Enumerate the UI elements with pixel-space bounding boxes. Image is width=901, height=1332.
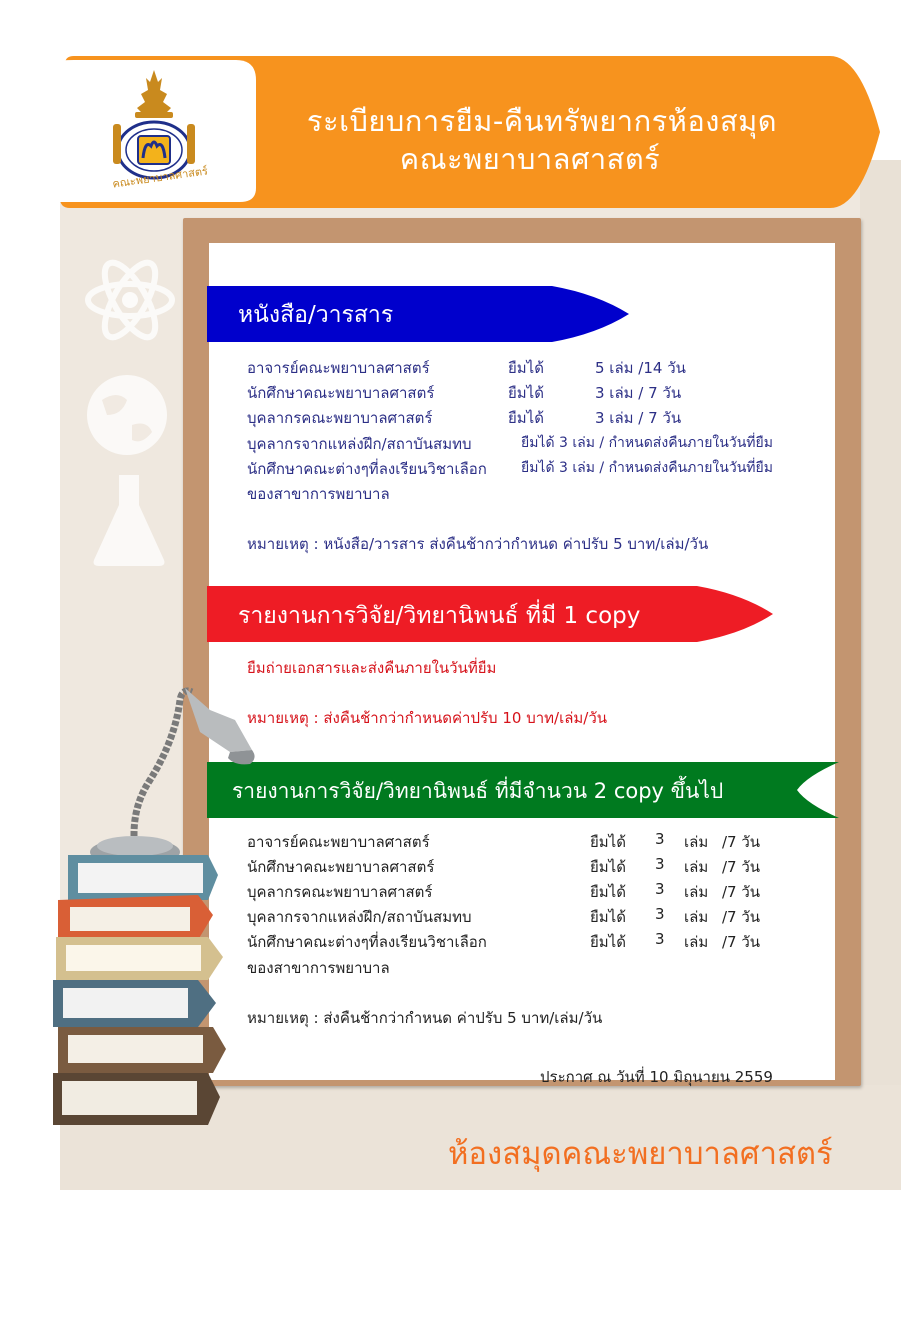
research-2-row-2-days: /7 วัน	[722, 858, 761, 876]
research-2-row-4-num: 3	[655, 905, 665, 923]
books-row-2-qty: 3 เล่ม / 7 วัน	[595, 384, 682, 402]
research-2-note: หมายเหตุ : ส่งคืนช้ากว่ากำหนด ค่าปรับ 5 บาท/เล่ม/วัน	[247, 1009, 603, 1027]
page-title-line-2: คณะพยาบาลศาสตร์	[399, 142, 661, 176]
research-2-row-1-can: ยืมได้	[590, 833, 626, 851]
research-1-rule: ยืมถ่ายเอกสารและส่งคืนภายในวันที่ยืม	[247, 659, 497, 677]
research-2-row-2-num: 3	[655, 855, 665, 873]
research-2-row-2-who: นักศึกษาคณะพยาบาลศาสตร์	[247, 858, 435, 876]
announcement-date: ประกาศ ณ วันที่ 10 มิถุนายน 2559	[540, 1068, 773, 1086]
books-heading: หนังสือ/วารสาร	[238, 302, 394, 328]
research-2-row-1-num: 3	[655, 830, 665, 848]
books-row-4-who: บุคลากรจากแหล่งฝึก/สถาบันสมทบ	[247, 435, 472, 453]
research-2-row-2-can: ยืมได้	[590, 858, 626, 876]
research-1-heading: รายงานการวิจัย/วิทยานิพนธ์ ที่มี 1 copy	[238, 603, 641, 629]
research-2-row-4-unit: เล่ม	[684, 908, 709, 926]
books-row-2-who: นักศึกษาคณะพยาบาลศาสตร์	[247, 384, 435, 402]
research-2-row-1-days: /7 วัน	[722, 833, 761, 851]
books-note: หมายเหตุ : หนังสือ/วารสาร ส่งคืนช้ากว่ากำหนด ค่าปรับ 5 บาท/เล่ม/วัน	[247, 535, 709, 553]
books-row-3-can: ยืมได้	[508, 409, 544, 427]
books-row-1-who: อาจารย์คณะพยาบาลศาสตร์	[247, 359, 430, 377]
flask-icon	[84, 470, 174, 570]
books-row-5-who: นักศึกษาคณะต่างๆที่ลงเรียนวิชาเลือก	[247, 460, 487, 478]
research-2-row-5-unit: เล่ม	[684, 933, 709, 951]
book-stack-illustration	[48, 845, 233, 1130]
research-2-row-2-unit: เล่ม	[684, 858, 709, 876]
books-row-3-who: บุคลากรคณะพยาบาลศาสตร์	[247, 409, 433, 427]
books-row-4-can: ยืมได้ 3 เล่ม / กำหนดส่งคืนภายในวันที่ยืม	[521, 435, 773, 451]
research-2-row-3-unit: เล่ม	[684, 883, 709, 901]
research-2-row-1-unit: เล่ม	[684, 833, 709, 851]
background-wall	[860, 160, 901, 1190]
books-row-5-can: ยืมได้ 3 เล่ม / กำหนดส่งคืนภายในวันที่ยืม	[521, 460, 773, 476]
research-2-row-3-num: 3	[655, 880, 665, 898]
books-row-3-qty: 3 เล่ม / 7 วัน	[595, 409, 682, 427]
research-2-row-4-can: ยืมได้	[590, 908, 626, 926]
research-2-row-3-who: บุคลากรคณะพยาบาลศาสตร์	[247, 883, 433, 901]
books-row-1-qty: 5 เล่ม /14 วัน	[595, 359, 686, 377]
research-2-row-5-can: ยืมได้	[590, 933, 626, 951]
research-1-note: หมายเหตุ : ส่งคืนช้ากว่ากำหนดค่าปรับ 10 บาท/เล่ม/วัน	[247, 709, 608, 727]
research-2-row-5-days: /7 วัน	[722, 933, 761, 951]
research-2-row-1-who: อาจารย์คณะพยาบาลศาสตร์	[247, 833, 430, 851]
books-row-2-can: ยืมได้	[508, 384, 544, 402]
books-row-5-continuation: ของสาขาการพยาบาล	[247, 485, 390, 503]
research-2-heading: รายงานการวิจัย/วิทยานิพนธ์ ที่มีจำนวน 2 copy ขึ้นไป	[232, 779, 724, 803]
research-2-row-5-continuation: ของสาขาการพยาบาล	[247, 959, 390, 977]
atom-icon	[80, 250, 180, 350]
research-2-row-4-who: บุคลากรจากแหล่งฝึก/สถาบันสมทบ	[247, 908, 472, 926]
research-2-row-3-days: /7 วัน	[722, 883, 761, 901]
research-2-row-3-can: ยืมได้	[590, 883, 626, 901]
desk-lamp-illustration	[80, 680, 270, 870]
footer-library-name: ห้องสมุดคณะพยาบาลศาสตร์	[448, 1136, 833, 1172]
research-2-row-5-who: นักศึกษาคณะต่างๆที่ลงเรียนวิชาเลือก	[247, 933, 487, 951]
research-2-row-4-days: /7 วัน	[722, 908, 761, 926]
globe-icon	[82, 370, 172, 460]
books-row-1-can: ยืมได้	[508, 359, 544, 377]
logo-caption: คณะพยาบาลศาสตร์	[111, 164, 209, 191]
research-2-row-5-num: 3	[655, 930, 665, 948]
page-title-line-1: ระเบียบการยืม-คืนทรัพยากรห้องสมุด	[306, 104, 778, 138]
